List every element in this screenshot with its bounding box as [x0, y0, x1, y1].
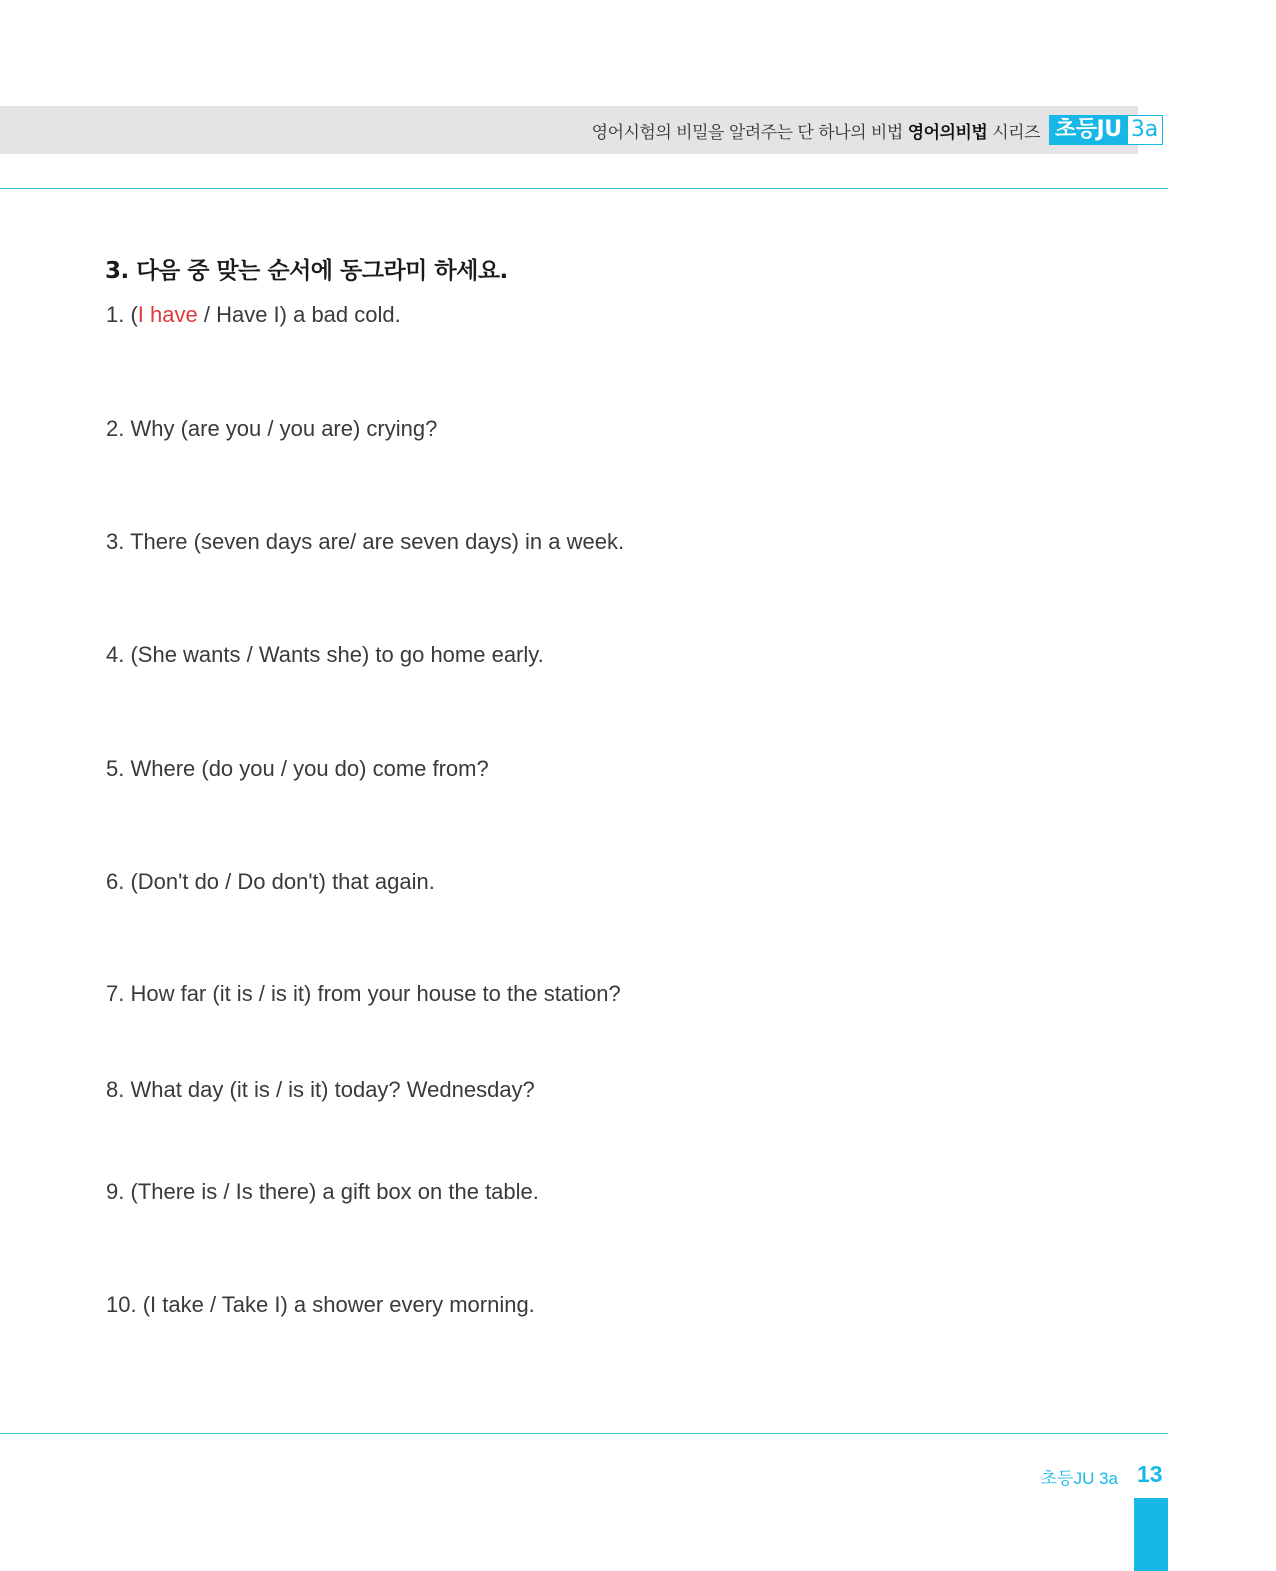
- question-4: [106, 642, 544, 668]
- question-text: 3. There (seven days are/ are seven days) in a week.: [106, 529, 625, 554]
- page-tab-marker: [1134, 1498, 1168, 1571]
- question-text: 1. (: [106, 302, 138, 327]
- page-number: 13: [1137, 1461, 1163, 1487]
- question-1: [106, 302, 401, 328]
- header-series-suffix: 시리즈: [992, 123, 1040, 143]
- question-6: [106, 869, 435, 895]
- question-text: 2. Why (are you / you are) crying?: [106, 416, 438, 441]
- question-text: 10. (I take / Take I) a shower every morning.: [106, 1292, 535, 1317]
- bottom-divider: [0, 1433, 1168, 1434]
- question-text-rest: / Have I) a bad cold.: [197, 302, 401, 327]
- question-text: 4. (She wants / Wants she) to go home early.: [106, 642, 544, 667]
- question-7: [106, 981, 621, 1007]
- question-text: 8. What day (it is / is it) today? Wednesday?: [106, 1077, 535, 1102]
- question-text: 9. (There is / Is there) a gift box on the table.: [106, 1179, 539, 1204]
- question-9: [106, 1179, 539, 1205]
- question-text: 5. Where (do you / you do) come from?: [106, 756, 489, 781]
- question-text: 6. (Don't do / Do don't) that again.: [106, 869, 435, 894]
- header-series-name: 영어의비법: [907, 123, 988, 143]
- footer-series-label: 초등JU 3a: [1040, 1469, 1118, 1488]
- question-3: [106, 529, 624, 555]
- question-text: 7. How far (it is / is it) from your house to the station?: [106, 981, 621, 1006]
- question-8: [106, 1077, 535, 1103]
- question-5: [106, 756, 489, 782]
- header-tagline-prefix: 영어시험의 비밀을 알려주는 단 하나의 비법: [591, 123, 903, 143]
- badge-main: 초등JU: [1049, 115, 1128, 145]
- question-10: [106, 1292, 535, 1318]
- section-title: 3. 다음 중 맞는 순서에 동그라미 하세요.: [105, 258, 508, 284]
- question-2: [106, 416, 437, 442]
- series-badge: [1049, 115, 1163, 145]
- badge-level: 3a: [1128, 115, 1163, 145]
- top-divider: [0, 188, 1168, 189]
- header-tagline: [592, 118, 1040, 143]
- question-answer: I have: [137, 302, 198, 327]
